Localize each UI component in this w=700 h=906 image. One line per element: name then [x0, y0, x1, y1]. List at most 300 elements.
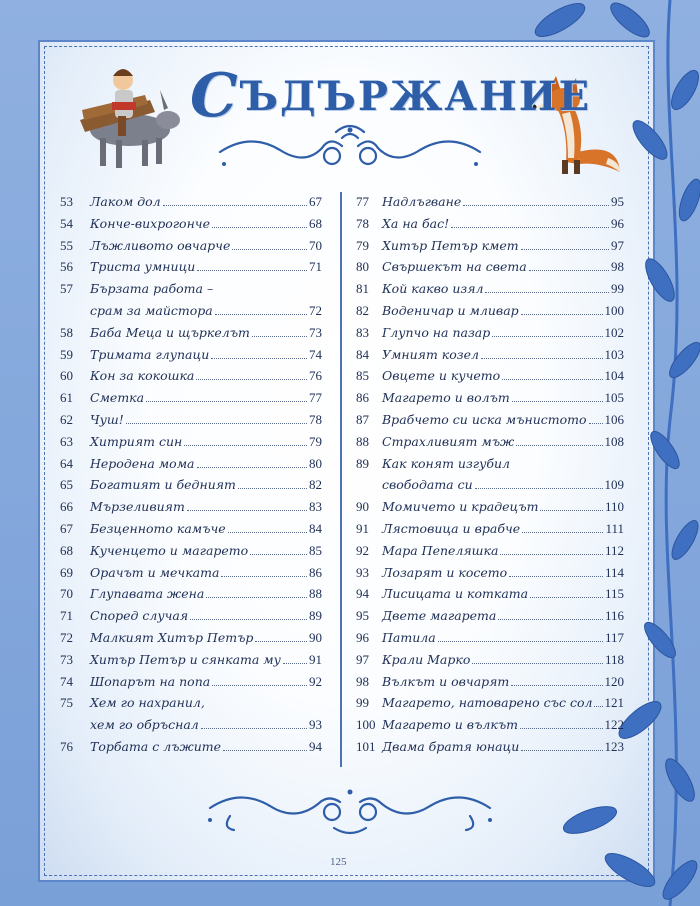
entry-number: 76: [60, 738, 73, 754]
entry-number: 80: [356, 259, 369, 275]
entry-page: 108: [604, 433, 624, 449]
entry-title: Ха на бас!: [382, 215, 450, 231]
toc-entry: [356, 496, 624, 518]
dot-leader: [197, 270, 307, 271]
entry-number: 97: [356, 651, 369, 667]
entry-line: [90, 630, 322, 646]
entry-page: 110: [604, 499, 624, 515]
entry-line: [90, 259, 322, 275]
entry-line: [90, 739, 322, 755]
entry-number: 73: [60, 651, 73, 667]
dot-leader: [184, 445, 307, 446]
entry-number: 78: [356, 215, 369, 231]
entry-title: Как конят изгубил: [382, 455, 510, 471]
entry-number: 91: [356, 520, 369, 536]
entry-page: 98: [611, 259, 624, 275]
entry-number: 54: [60, 215, 73, 231]
dot-leader: [206, 597, 307, 598]
toc-entry: [356, 256, 624, 278]
entry-page: 114: [604, 564, 624, 580]
entry-title: Баба Меца и щъркелът: [90, 324, 250, 340]
entry-page: 89: [309, 608, 322, 624]
entry-page: 74: [309, 346, 322, 362]
dot-leader: [212, 227, 307, 228]
toc-entry: [356, 540, 624, 562]
entry-page: 116: [604, 608, 624, 624]
entry-page: 106: [604, 411, 624, 427]
dot-leader: [540, 510, 603, 511]
entry-page: 112: [604, 542, 624, 558]
entry-number: 93: [356, 564, 369, 580]
toc-entry: [356, 365, 624, 387]
toc-entry: [356, 583, 624, 605]
entry-title: Орачът и мечката: [90, 564, 220, 580]
entry-title: Лъжливото овчарче: [90, 237, 231, 253]
dot-leader: [463, 205, 609, 206]
toc-entry: [356, 518, 624, 540]
toc-entry: [60, 583, 322, 605]
dot-leader: [521, 314, 603, 315]
entry-line: [382, 325, 624, 341]
dot-leader: [211, 358, 307, 359]
entry-page: 103: [604, 346, 624, 362]
toc-entry: [60, 474, 322, 496]
entry-line: [382, 434, 624, 450]
toc-entry: [60, 278, 322, 300]
toc-entry: [356, 387, 624, 409]
toc-entry: [60, 365, 322, 387]
entry-number: 94: [356, 586, 369, 602]
dot-leader: [232, 249, 307, 250]
entry-line: [382, 456, 624, 471]
title-initial: С: [190, 61, 240, 131]
dot-leader: [255, 641, 307, 642]
toc-entry: [60, 235, 322, 257]
entry-number: 58: [60, 324, 73, 340]
toc-entry: [60, 518, 322, 540]
toc-right-column: [356, 191, 624, 758]
entry-title: Сметка: [90, 390, 145, 406]
entry-line: [90, 281, 322, 296]
entry-number: 82: [356, 302, 369, 318]
entry-line: [90, 194, 322, 210]
entry-title: Крали Марко: [382, 651, 471, 667]
entry-number: 85: [356, 368, 369, 384]
entry-line: [382, 368, 624, 384]
toc-entry: [60, 627, 322, 649]
entry-line: [382, 608, 624, 624]
entry-title: Малкият Хитър Петър: [90, 629, 254, 645]
dot-leader: [485, 292, 609, 293]
dot-leader: [530, 597, 603, 598]
entry-title: Овцете и кучето: [382, 368, 501, 384]
toc-entry: [60, 431, 322, 453]
entry-title: Хитрият син: [90, 433, 183, 449]
toc-entry: [60, 300, 322, 322]
entry-number: 101: [356, 738, 376, 754]
entry-title: Кой какво изял: [382, 281, 484, 297]
dot-leader: [498, 619, 603, 620]
entry-line: [90, 674, 322, 690]
entry-title: Неродена мома: [90, 455, 195, 471]
entry-title: Хитър Петър кмет: [382, 237, 519, 253]
entry-page: 68: [309, 215, 322, 231]
entry-line: [90, 390, 322, 406]
entry-title: Бързата работа –: [90, 281, 214, 297]
entry-page: 95: [611, 194, 624, 209]
entry-number: 90: [356, 499, 369, 515]
entry-title: Безценното камъче: [90, 520, 226, 536]
entry-number: 81: [356, 281, 369, 297]
entry-title: Патила: [382, 629, 436, 645]
entry-page: 71: [309, 259, 322, 275]
toc-entry: [356, 671, 624, 693]
entry-title: Хитър Петър и сянката му: [90, 651, 281, 667]
entry-line: [382, 499, 624, 515]
entry-title: Врабчето си иска мънистото: [382, 411, 587, 427]
entry-page: 80: [309, 455, 322, 471]
dot-leader: [250, 554, 307, 555]
dot-leader: [509, 576, 603, 577]
toc-entry: [356, 453, 624, 475]
entry-page: 121: [604, 695, 624, 711]
toc-entry: [60, 605, 322, 627]
toc-entry: [356, 474, 624, 496]
dot-leader: [228, 532, 307, 533]
entry-page: 104: [604, 368, 624, 384]
entry-page: 97: [611, 237, 624, 253]
entry-page: 109: [604, 477, 624, 493]
entry-page: 123: [604, 738, 624, 754]
entry-number: 89: [356, 455, 369, 471]
dot-leader: [221, 576, 307, 577]
entry-number: 86: [356, 390, 369, 406]
entry-number: 59: [60, 346, 73, 362]
entry-number: 72: [60, 629, 73, 645]
entry-line: [90, 565, 322, 581]
toc-entry: [60, 453, 322, 475]
entry-line: [90, 652, 322, 668]
dot-leader: [196, 379, 307, 380]
entry-title: Според случая: [90, 608, 189, 624]
entry-line: [382, 412, 624, 428]
toc-entry: [60, 736, 322, 758]
entry-page: 78: [309, 411, 322, 427]
toc-entry: [60, 344, 322, 366]
entry-line: [90, 543, 322, 559]
entry-title: Надлъгване: [382, 194, 462, 209]
entry-line: [382, 543, 624, 559]
entry-title: хем го обръснал: [90, 717, 199, 733]
entry-title: Тримата глупаци: [90, 346, 210, 362]
dot-leader: [215, 314, 307, 315]
entry-number: 77: [356, 194, 369, 209]
entry-line: [382, 717, 624, 733]
dot-leader: [511, 685, 602, 686]
toc-entry: [356, 605, 624, 627]
entry-line: [382, 630, 624, 646]
entry-title: Кон за кокошка: [90, 368, 195, 384]
entry-title: Вълкът и овчарят: [382, 673, 510, 689]
entry-line: [90, 717, 322, 733]
entry-line: [382, 652, 624, 668]
entry-number: 63: [60, 433, 73, 449]
dot-leader: [589, 423, 603, 424]
toc-entry: [60, 213, 322, 235]
entry-line: [90, 412, 322, 428]
entry-page: 91: [309, 651, 322, 667]
entry-page: 120: [604, 673, 624, 689]
entry-page: 122: [604, 717, 624, 733]
toc-entry: [356, 278, 624, 300]
toc-entry: [60, 191, 322, 213]
entry-number: 88: [356, 433, 369, 449]
entry-page: 88: [309, 586, 322, 602]
toc-entry: [356, 322, 624, 344]
toc-entry: [356, 649, 624, 671]
entry-title: Глупавата жена: [90, 586, 205, 602]
dot-leader: [223, 750, 307, 751]
toc-entry: [60, 714, 322, 736]
entry-line: [90, 368, 322, 384]
dot-leader: [212, 685, 307, 686]
entry-line: [382, 238, 624, 254]
entry-line: [90, 216, 322, 232]
entry-number: 96: [356, 629, 369, 645]
entry-line: [382, 347, 624, 363]
dot-leader: [522, 532, 603, 533]
dot-leader: [502, 379, 602, 380]
entry-number: 92: [356, 542, 369, 558]
entry-title: Лозарят и косето: [382, 564, 508, 580]
dot-leader: [521, 249, 609, 250]
entry-title: Магарето и вълкът: [382, 717, 519, 733]
entry-title: Богатият и бедният: [90, 477, 236, 493]
toc-entry: [60, 649, 322, 671]
dot-leader: [187, 510, 307, 511]
entry-number: 67: [60, 520, 73, 536]
entry-number: 95: [356, 608, 369, 624]
entry-number: 69: [60, 564, 73, 580]
entry-number: 57: [60, 281, 73, 297]
toc-entry: [356, 300, 624, 322]
dot-leader: [163, 205, 307, 206]
entry-page: 79: [309, 433, 322, 449]
toc-left-column: [60, 191, 322, 758]
entry-number: 71: [60, 608, 73, 624]
dot-leader: [283, 663, 307, 664]
page-number: 125: [330, 856, 347, 868]
dot-leader: [197, 467, 307, 468]
entry-page: 77: [309, 390, 322, 406]
entry-line: [90, 325, 322, 341]
dot-leader: [472, 663, 603, 664]
entry-title: Мара Пепеляшка: [382, 542, 499, 558]
entry-page: 93: [309, 717, 322, 733]
toc-entry: [356, 213, 624, 235]
toc-entry: [356, 344, 624, 366]
entry-line: [382, 565, 624, 581]
entry-line: [90, 303, 322, 319]
entry-page: 67: [309, 194, 322, 209]
toc-entry: [356, 736, 624, 758]
entry-page: 72: [309, 302, 322, 318]
dot-leader: [512, 401, 603, 402]
entry-number: 98: [356, 673, 369, 689]
entry-number: 79: [356, 237, 369, 253]
entry-number: 68: [60, 542, 73, 558]
entry-title: Лястовица и врабче: [382, 520, 521, 536]
title-rest: ЪДЪРЖАНИЕ: [239, 73, 592, 120]
toc-entry: [356, 627, 624, 649]
toc-entry: [60, 322, 322, 344]
entry-title: Глупчо на пазар: [382, 324, 491, 340]
entry-title: Мързеливият: [90, 499, 185, 515]
entry-title: Кученцето и магарето: [90, 542, 249, 558]
entry-title: свободата си: [382, 477, 473, 493]
entry-number: 55: [60, 237, 73, 253]
dot-leader: [438, 641, 603, 642]
toc-entry: [60, 692, 322, 714]
entry-line: [90, 521, 322, 537]
dot-leader: [190, 619, 307, 620]
toc-entry: [356, 692, 624, 714]
entry-title: Триста умници: [90, 259, 196, 275]
entry-page: 102: [604, 324, 624, 340]
entry-number: 75: [60, 695, 73, 711]
entry-page: 76: [309, 368, 322, 384]
entry-page: 85: [309, 542, 322, 558]
entry-number: 74: [60, 673, 73, 689]
toc-entry: [60, 671, 322, 693]
title-flourish: [210, 116, 490, 176]
entry-number: 99: [356, 695, 369, 711]
entry-page: 73: [309, 324, 322, 340]
entry-line: [90, 238, 322, 254]
toc-entry: [60, 540, 322, 562]
entry-number: 87: [356, 411, 369, 427]
entry-line: [382, 739, 624, 755]
man-on-donkey-illustration: [60, 50, 185, 175]
entry-page: 83: [309, 499, 322, 515]
entry-title: Свършекът на света: [382, 259, 527, 275]
entry-title: Страхливият мъж: [382, 433, 515, 449]
entry-number: 64: [60, 455, 73, 471]
entry-number: 100: [356, 717, 376, 733]
toc-entry: [60, 256, 322, 278]
entry-page: 70: [309, 237, 322, 253]
dot-leader: [451, 227, 609, 228]
dot-leader: [252, 336, 307, 337]
entry-line: [382, 281, 624, 297]
entry-line: [382, 674, 624, 690]
entry-number: 61: [60, 390, 73, 406]
entry-number: 66: [60, 499, 73, 515]
entry-page: 84: [309, 520, 322, 536]
entry-line: [382, 521, 624, 537]
entry-page: 115: [604, 586, 624, 602]
entry-line: [90, 434, 322, 450]
entry-title: Магарето и волът: [382, 390, 510, 406]
entry-page: 105: [604, 390, 624, 406]
entry-title: Шопарът на попа: [90, 673, 211, 689]
toc-entry: [60, 496, 322, 518]
bottom-flourish: [200, 780, 500, 840]
entry-line: [90, 499, 322, 515]
dot-leader: [126, 423, 307, 424]
entry-number: 83: [356, 324, 369, 340]
dot-leader: [481, 358, 603, 359]
dot-leader: [475, 488, 603, 489]
toc-entry: [356, 562, 624, 584]
entry-number: 56: [60, 259, 73, 275]
entry-line: [382, 390, 624, 406]
toc-entry: [356, 235, 624, 257]
entry-line: [382, 695, 624, 711]
entry-line: [382, 303, 624, 319]
dot-leader: [516, 445, 602, 446]
entry-page: 99: [611, 281, 624, 297]
dot-leader: [521, 750, 602, 751]
dot-leader: [520, 728, 602, 729]
entry-number: 65: [60, 477, 73, 493]
entry-page: 82: [309, 477, 322, 493]
entry-title: Двама братя юнаци: [382, 738, 520, 754]
entry-page: 100: [604, 302, 624, 318]
entry-line: [382, 586, 624, 602]
entry-title: Момичето и крадецът: [382, 499, 539, 515]
entry-title: Хем го нахранил,: [90, 695, 205, 711]
dot-leader: [146, 401, 307, 402]
entry-number: 70: [60, 586, 73, 602]
dot-leader: [492, 336, 602, 337]
dot-leader: [529, 270, 609, 271]
toc-entry: [60, 409, 322, 431]
entry-title: Умният козел: [382, 346, 479, 362]
entry-title: Лаком дол: [90, 194, 161, 209]
entry-page: 92: [309, 673, 322, 689]
entry-line: [382, 216, 624, 232]
entry-title: Воденичар и мливар: [382, 302, 519, 318]
toc-entry: [356, 409, 624, 431]
entry-title: Магарето, натоварено със сол: [382, 695, 593, 711]
column-divider: [340, 192, 342, 767]
entry-line: [90, 586, 322, 602]
entry-title: Чуш!: [90, 411, 124, 427]
dot-leader: [500, 554, 603, 555]
entry-page: 117: [604, 629, 624, 645]
toc-entry: [356, 714, 624, 736]
entry-line: [382, 259, 624, 275]
entry-line: [382, 477, 624, 493]
entry-number: 62: [60, 411, 73, 427]
toc-entry: [356, 191, 624, 213]
entry-page: 111: [605, 520, 624, 536]
entry-line: [90, 347, 322, 363]
entry-page: 94: [309, 738, 322, 754]
entry-number: 60: [60, 368, 73, 384]
entry-title: срам за майстора: [90, 302, 213, 318]
entry-title: Двете магарета: [382, 608, 497, 624]
entry-number: 53: [60, 194, 73, 209]
entry-number: 84: [356, 346, 369, 362]
entry-page: 90: [309, 629, 322, 645]
entry-page: 96: [611, 215, 624, 231]
entry-line: [90, 695, 322, 710]
toc-entry: [60, 387, 322, 409]
dot-leader: [594, 706, 602, 707]
entry-page: 86: [309, 564, 322, 580]
